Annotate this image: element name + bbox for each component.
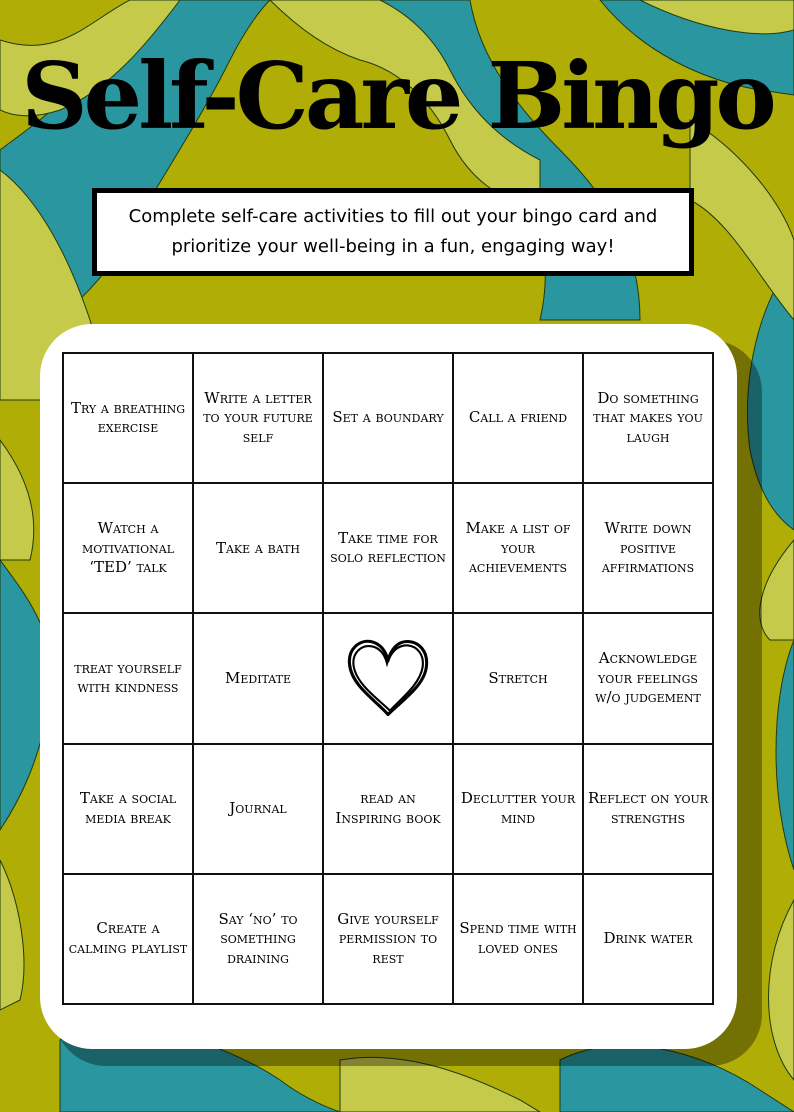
bingo-cell[interactable]	[323, 483, 453, 613]
bingo-cell[interactable]	[193, 613, 323, 743]
free-space-cell[interactable]	[323, 613, 453, 743]
bingo-cell[interactable]	[453, 874, 583, 1004]
bingo-cell-label: Declutter your mind	[460, 789, 576, 827]
bingo-cell-label: Take time for solo reflection	[330, 528, 446, 567]
bingo-cell-label: Reflect on your strengths	[587, 789, 709, 827]
bingo-cell[interactable]	[453, 483, 583, 613]
bingo-cell[interactable]	[583, 613, 713, 743]
bingo-cell-label: Create a calming playlist	[68, 919, 188, 957]
bingo-cell[interactable]	[453, 613, 583, 743]
bingo-cell-label: Watch a motivational ‘TED’ talk	[81, 519, 175, 577]
bingo-cell[interactable]	[453, 353, 583, 483]
bingo-cell[interactable]	[453, 744, 583, 874]
bingo-grid	[62, 352, 714, 1005]
bingo-cell[interactable]	[583, 874, 713, 1004]
subtitle-box	[92, 188, 694, 276]
bingo-cell[interactable]	[323, 353, 453, 483]
bingo-cell-label: Meditate	[225, 668, 291, 687]
bingo-cell[interactable]	[583, 483, 713, 613]
bingo-cell-label: Acknowledge your feelings w/o judgement	[595, 649, 701, 707]
bingo-cell-label: Spend time with loved ones	[459, 919, 577, 957]
bingo-cell[interactable]	[63, 613, 193, 743]
bingo-cell[interactable]	[193, 483, 323, 613]
bingo-cell[interactable]	[193, 744, 323, 874]
bingo-cell-label: Take a social media break	[79, 789, 177, 827]
bingo-cell-label: Drink water	[603, 929, 693, 948]
bingo-cell-label: Call a friend	[468, 408, 568, 427]
bingo-cell-label: Take a bath	[215, 538, 301, 557]
bingo-cell[interactable]	[323, 744, 453, 874]
bingo-cell[interactable]	[63, 744, 193, 874]
bingo-cell-label: Try a breathing exercise	[70, 398, 186, 437]
bingo-cell-label: read an Inspiring book	[335, 789, 441, 827]
bingo-cell-label: treat yourself with kindness	[74, 658, 182, 697]
subtitle-text: Complete self-care activities to fill out your bingo card and prioritize your well-being in a fun, engaging way!	[128, 206, 658, 257]
bingo-cell-label: Do something that makes you laugh	[593, 388, 703, 446]
bingo-cell-label: Write down positive affirmations	[601, 519, 695, 577]
bingo-cell-label: Journal	[229, 798, 287, 817]
bingo-cell[interactable]	[193, 874, 323, 1004]
bingo-cell[interactable]	[63, 874, 193, 1004]
bingo-cell-label: Stretch	[488, 668, 548, 687]
bingo-cell[interactable]	[193, 353, 323, 483]
bingo-cell[interactable]	[583, 353, 713, 483]
bingo-cell[interactable]	[63, 353, 193, 483]
page-title: Self-Care Bingo	[21, 42, 773, 150]
heart-icon	[340, 630, 436, 726]
bingo-cell-label: Say ‘no’ to something draining	[218, 909, 298, 967]
bingo-cell-label: Make a list of your achievements	[465, 519, 571, 577]
bingo-cell-label: Give yourself permission to rest	[337, 909, 439, 967]
bingo-cell[interactable]	[63, 483, 193, 613]
bingo-cell-label: Write a letter to your future self	[203, 388, 313, 446]
bingo-cell-label: Set a boundary	[332, 408, 444, 427]
bingo-cell[interactable]	[583, 744, 713, 874]
bingo-cell[interactable]	[323, 874, 453, 1004]
